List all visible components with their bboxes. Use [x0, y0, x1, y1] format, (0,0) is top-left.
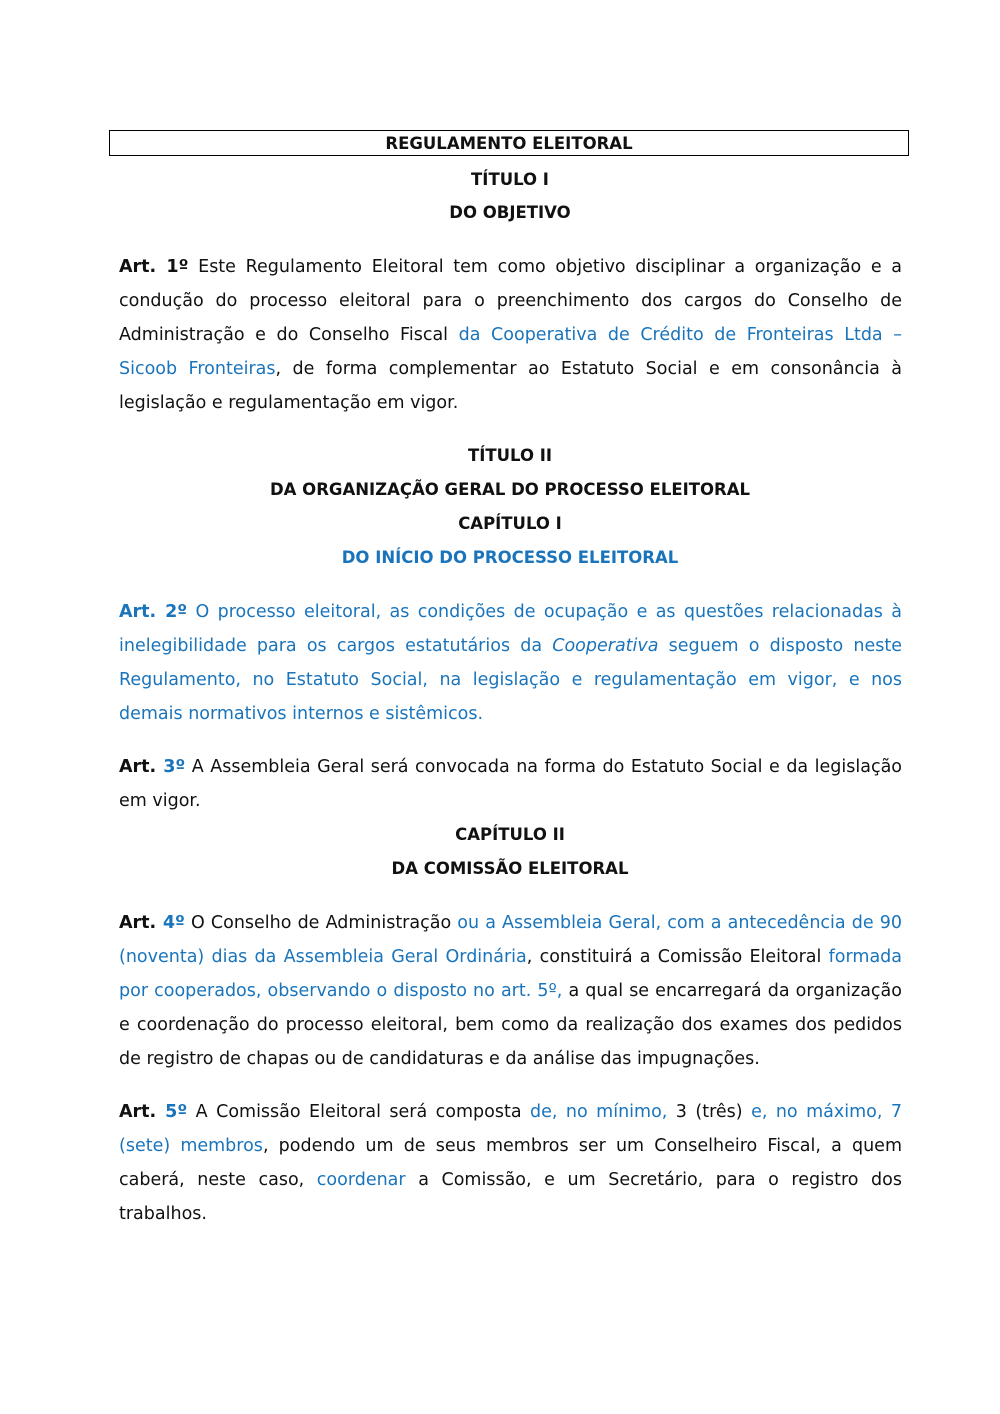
titulo-1-heading: TÍTULO I: [471, 170, 549, 189]
capitulo-1-name: DO INÍCIO DO PROCESSO ELEITORAL: [341, 548, 679, 567]
titulo-1-name: DO OBJETIVO: [449, 203, 571, 222]
article-2-label: Art. 2º: [119, 602, 188, 622]
article-5-label-b: 5º: [165, 1102, 188, 1122]
titulo-2-name: DA ORGANIZAÇÃO GERAL DO PROCESSO ELEITORAL: [269, 480, 751, 499]
article-2: [119, 595, 902, 731]
capitulo-1-heading: CAPÍTULO I: [458, 514, 562, 533]
article-4-label-a: Art.: [119, 913, 163, 933]
article-4-text-d: formada por cooperados, observando o disposto no art. 5º,: [119, 947, 902, 1001]
article-5-text-d: e, no máximo, 7 (sete) membros: [119, 1102, 902, 1156]
article-1: [119, 250, 902, 420]
article-4-label-b: 4º: [162, 913, 185, 933]
article-4-text-a: O Conselho de Administração: [184, 913, 458, 933]
article-5-text-g: a Comissão, e um Secretário, para o registro dos trabalhos.: [119, 1170, 902, 1224]
article-5-text-a: A Comissão Eleitoral será composta: [187, 1102, 531, 1122]
article-5-text-b: de, no mínimo,: [530, 1102, 668, 1122]
article-3: [119, 750, 902, 818]
article-1-text-b: da Cooperativa de Crédito de Fronteiras Ltda – Sicoob Fronteiras: [119, 325, 902, 379]
article-4-text-b: ou a Assembleia Geral, com a antecedência de 90 (noventa) dias da Assembleia Geral Ordinária: [119, 913, 903, 967]
article-4: [119, 906, 902, 1076]
article-3-text: A Assembleia Geral será convocada na forma do Estatuto Social e da legislação em vigor.: [119, 757, 903, 811]
article-5-text-c: 3 (três): [667, 1102, 752, 1122]
article-4-text-e: a qual se encarregará da organização e coordenação do processo eleitoral, bem como da realização dos exames dos pedidos de registro de chapas ou de candidaturas e da análise das impugnações.: [119, 981, 902, 1069]
article-5-label-a: Art.: [119, 1102, 166, 1122]
article-2-text-c: seguem o disposto neste Regulamento, no Estatuto Social, na legislação e regulamentação em vigor, e nos demais normativos internos e sistêmicos.: [119, 636, 902, 724]
article-1-label: Art. 1º: [119, 257, 189, 277]
document-title: REGULAMENTO ELEITORAL: [109, 130, 909, 156]
capitulo-2-name: DA COMISSÃO ELEITORAL: [391, 859, 629, 878]
article-1-text-a: Este Regulamento Eleitoral tem como objetivo disciplinar a organização e a condução do processo eleitoral para o preenchimento dos cargos do Conselho de Administração e do Conselho Fiscal: [119, 257, 903, 345]
article-5: [119, 1095, 902, 1231]
article-2-text-b: Cooperativa: [552, 636, 659, 656]
titulo-2-heading: TÍTULO II: [467, 446, 553, 465]
article-4-text-c: , constituirá a Comissão Eleitoral: [526, 947, 829, 967]
article-5-text-f: coordenar: [316, 1170, 406, 1190]
article-1-text-c: , de forma complementar ao Estatuto Social e em consonância à legislação e regulamentação em vigor.: [119, 359, 902, 413]
article-2-text-a: O processo eleitoral, as condições de ocupação e as questões relacionadas à inelegibilidade para os cargos estatutários da: [119, 602, 903, 656]
article-3-label-a: Art.: [119, 757, 164, 777]
article-5-text-e: , podendo um de seus membros ser um Conselheiro Fiscal, a quem caberá, neste caso,: [119, 1136, 902, 1190]
article-3-label-b: 3º: [163, 757, 186, 777]
capitulo-2-heading: CAPÍTULO II: [455, 825, 565, 844]
